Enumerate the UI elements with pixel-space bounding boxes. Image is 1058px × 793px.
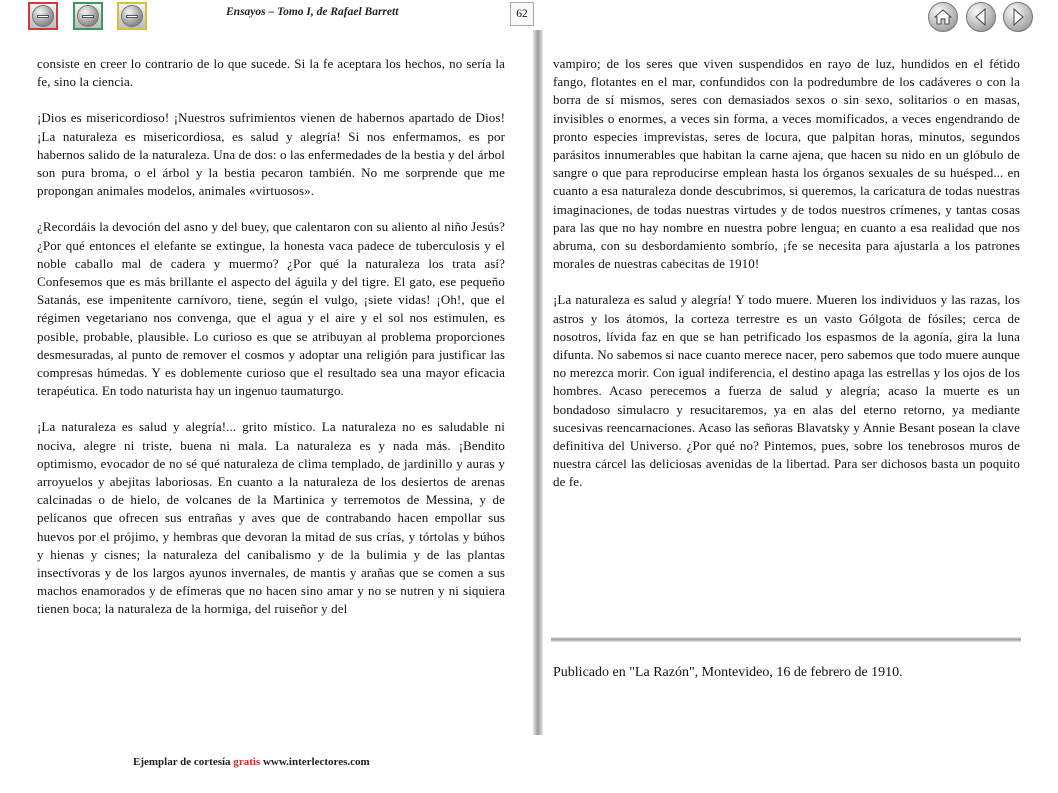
back-button[interactable] [966,2,996,32]
page-number: 62 [510,2,534,26]
red-window-button[interactable] [28,2,58,30]
publication-note: Publicado en "La Razón", Montevideo, 16 de febrero de 1910. [553,665,903,680]
minus-icon [77,5,99,27]
document-title: Ensayos – Tomo I, de Rafael Barrett [226,6,399,18]
back-arrow-icon [973,8,989,26]
footer-link[interactable]: www.interlectores.com [260,756,370,768]
green-window-button[interactable] [73,2,103,30]
home-button[interactable] [928,2,958,32]
paragraph: consiste en creer lo contrario de lo que sucede. Si la fe aceptara los hechos, no sería la fe, sino la ciencia. [37,56,505,90]
footer-highlight[interactable]: gratis [233,756,261,768]
left-text-column [37,55,505,637]
forward-arrow-icon [1010,8,1026,26]
footer-credit [133,756,370,768]
paragraph: ¡La naturaleza es salud y alegría! Y todo muere. Mueren los individuos y las razas, los astros y los átomos, la corteza terrestre es un vasto Gólgota de fósiles; cerca de nosotros, lívida faz en que se han petrificado los espasmos de la agonía, gira la luna difunta. No sabemos si nace cuanto merece nacer, pero sabemos que todo muere aunque no merezca morir. Con igual indiferencia, el destino apaga las estrellas y los ojos de los hombres. Acaso perecemos a fuerza de salud y alegría; acaso la muerte es un bondadoso simulacro y resucitaremos, ya en alas del eterno retorno, ya mediante sucesivas reencarnaciones. Acaso las señoras Blavatsky y Annie Besant posean la clave definitiva del Universo. ¿Por qué no? Pintemos, pues, sobre los tenebrosos muros de nuestra cárcel las deliciosas avenidas de la libertad. Para ser dichosos basta un poquito de fe. [553,292,1020,490]
forward-button[interactable] [1003,2,1033,32]
minus-icon [32,5,54,27]
paragraph: ¡Dios es misericordioso! ¡Nuestros sufrimientos vienen de habernos apartado de Dios! ¡La naturaleza es misericordiosa, es salud y alegría! Si nos enfermamos, es por habernos salido de la naturaleza. Una de dos: o las enfermedades de la bestia y del árbol son pura broma, o el árbol y la bestia pecaron también. No me sorprende que me propongan animales modelos, animales «virtuosos». [37,110,505,199]
minus-icon [121,5,143,27]
right-text-column [553,55,1020,510]
paragraph: ¡La naturaleza es salud y alegría!... grito místico. La naturaleza no es saludable ni nociva, alegre ni triste, buena ni mala. La naturaleza es y nada más. ¡Bendito optimismo, evocador de no sé qué naturaleza de clima templado, de jardinillo y auras y arroyuelos y abejitas laboriosas. En cuanto a la naturaleza de los desiertos de arenas calcinadas o de hielo, de volcanes de la Martinica y terremotos de Messina, y de pelícanos que ofrecen sus entrañas y aves que de contrabando hacen empollar sus huevos por el prójimo, y hembras que devoran la mitad de sus crías, y tórtolas y búhos y hienas y cisnes; la naturaleza del canibalismo y de la bulimia y de las plantas insectívoras y de los largos ayunos invernales, de mantis y arañas que se comen a sus machos enamorados y de efímeras que no hacen sino amar y no se nutren y ni siquiera tienen boca; la naturaleza de la hormiga, del ruiseñor y del [37,419,505,617]
horizontal-rule [551,637,1021,642]
yellow-window-button[interactable] [117,2,147,30]
paragraph: ¿Recordáis la devoción del asno y del buey, que calentaron con su aliento al niño Jesús? ¿Por qué entonces el elefante se extingue, la honesta vaca padece de tuberculosis y el noble caballo mal de cadera y muermo? ¿Por qué la naturaleza los trata así? Confesemos que es más brillante el aspecto del águila y del tigre. El gato, ese pequeño Satanás, ese impenitente carnívoro, tiene, según el vulgo, ¡siete vidas! ¡Oh!, que el régimen vegetariano nos convenga, que el agua y el aire y el sol nos estimulen, es posible, probable, plausible. Lo curioso es que se atribuyan al problema proporciones desmesuradas, al punto de remover el cosmos y adoptar una religión para justificar las compresas húmedas. Y es doblemente curioso que el resultado sea una mayor eficacia terapéutica. En todo naturista hay un ingenuo taumaturgo. [37,219,505,399]
home-icon [934,9,952,25]
paragraph: vampiro; de los seres que viven suspendidos en rayo de luz, hundidos en el fétido fango, flotantes en el mar, confundidos con la podredumbre de los cadáveres o con la borra de sí mismos, seres con demasiados sexos o sin sexo, solitarios o en masas, invisibles o enormes, a veces sin forma, a veces momificados, a veces engendrando de pronto especies imprevistas, seres de locura, que palpitan horas, minutos, segundos parásitos innumerables que habitan la carne ajena, que hacen su nido en un glóbulo de sangre o que para reproducirse emplean hasta los órganos sexuales de su huésped... en cuanto a esa naturaleza donde descubrimos, si queremos, la caricatura de todas nuestras imaginaciones, de todas nuestras virtudes y de todos nuestros crímenes, y tantas cosas para las que no hay nombre en nuestra pobre lengua; en cuanto a esa realidad que nos abruma, con su desbordamiento sombrío, ¡fe se necesita para ajustarla a los patrones morales de nuestras cabecitas de 1910! [553,56,1020,272]
column-divider [533,30,543,735]
footer-prefix: Ejemplar de cortesía [133,756,234,768]
